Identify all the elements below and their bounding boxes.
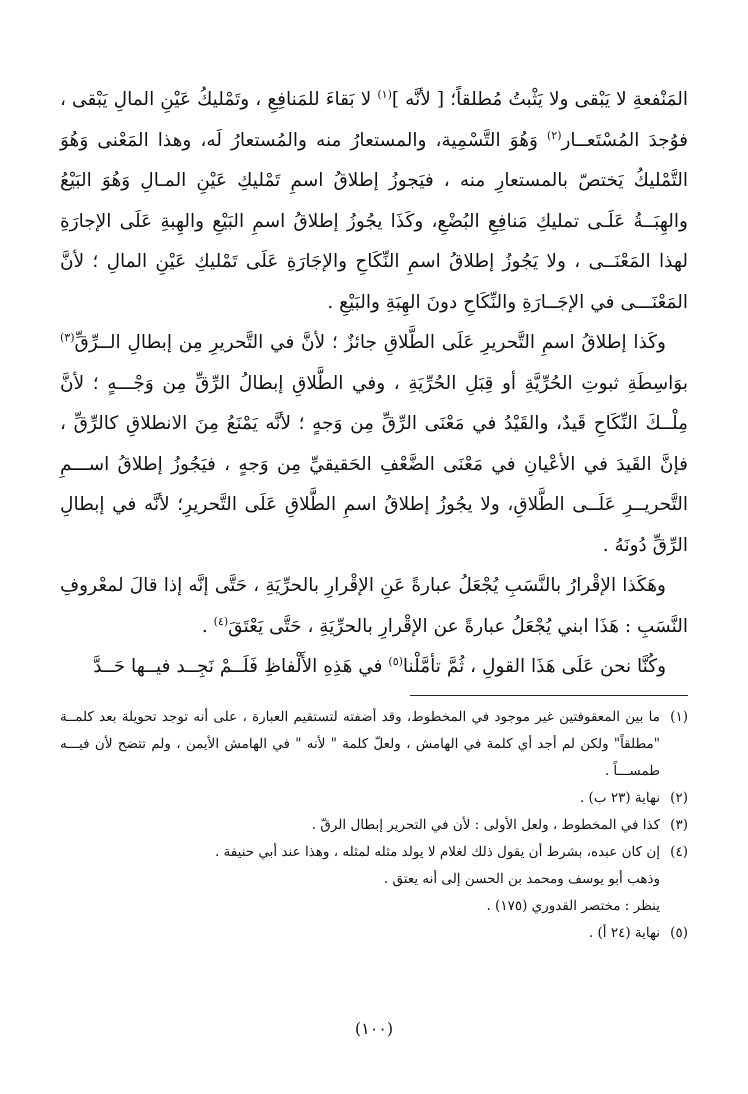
footnote-1 — [60, 704, 688, 785]
text-run: وكَذا إطلاقُ اسمِ التَّحريرِ عَلَى الطَّلاقِ جائزٌ ؛ لأنَّ في التَّحريرِ مِن إبطالِ الــرِّقِّ — [74, 332, 666, 353]
footnote-text: نهاية (٢٣ ب) . — [579, 790, 660, 806]
footnote-ref-2[interactable]: (٢) — [546, 128, 562, 142]
footnote-4-continuation-2: ينظر : مختصر القدوري (١٧٥) . — [486, 898, 660, 914]
text-run: بوَاسِطَةِ ثبوتِ الحُرِّيَّةِ أو قِبَلِ الحُرِّيَةِ ، وفي الطَّلاقِ إبطالُ الرِّقِّ مِن وَجْـــهٍ ؛ لأنَّ مِلْــكَ النِّكَاحِ قَيدٌ، والقَيْدُ في مَعْنَى الرِّقِّ مِن وَجهٍ ؛ لأنَّه يَمْنَعُ مِنَ الانطلاقِ كالرِّقِّ ، فإنَّ القَيدَ في الأعْيانِ في مَعْنَى الضَّعْفِ الحَقيقيِّ مِن وَجهٍ ، فيَجُوزُ إطلاقُ اســـمِ التَّحريــرِ عَلَــى الطَّلاقِ، ولا يجُوزُ إطلاقُ اسمِ الطَّلاقِ عَلَى التَّحريرِ؛ لأنَّه في إبطالِ الرِّقِّ دُونَهُ . — [60, 372, 688, 556]
footnote-number: (١) — [670, 709, 688, 725]
text-run: المَنْفعةِ لا يَبْقى ولا يَثْبتُ مُطلقاً؛ [ لأنَّه ] — [391, 89, 689, 110]
footnote-ref-4[interactable]: (٤) — [213, 614, 229, 628]
paragraph-1 — [60, 80, 688, 323]
paragraph-4 — [60, 647, 688, 688]
text-run: في هَذِهِ الأَلْفاظِ فَلَــمْ نَجِــد فيــها حَــدَّ — [93, 656, 389, 677]
footnote-text: كذا في المخطوط ، ولعل الأولى : لأن في التحرير إبطال الرقّ . — [311, 817, 660, 833]
footnote-5 — [60, 920, 688, 947]
main-text — [60, 80, 688, 688]
paragraph-2 — [60, 323, 688, 566]
main-page — [60, 80, 688, 688]
footnote-ref-3[interactable]: (٣) — [60, 330, 75, 344]
footnote-text: ما بين المعقوفتين غير موجود في المخطوط، وقد أضفته لتستقيم العبارة ، على أنه توجد تحويلة بعد كلمــة "مطلقاً" ولكن لم أجد أي كلمة في الهامش ، ولعلّ كلمة " لأنه " في الهامش الأيمن ، ولم تتضح لأن فيـــه طمســـاً . — [60, 709, 660, 779]
paragraph-3 — [60, 566, 688, 647]
footnote-text: إن كان عبده، بشرط أن يقول ذلك لغلام لا يولد مثله لمثله ، وهذا عند أبي حنيفة . — [214, 844, 660, 860]
footnote-ref-5[interactable]: (٥) — [388, 654, 403, 668]
text-run: . — [201, 615, 214, 637]
footnote-text: نهاية (٢٤ أ) . — [588, 925, 660, 941]
footnote-divider — [410, 695, 688, 696]
page-number: (١٠٠) — [354, 1019, 394, 1038]
footnote-4-continuation-1: وذهب أبو يوسف ومحمد بن الحسن إلى أنه يعتق . — [383, 871, 660, 887]
footnote-ref-1[interactable]: (١) — [377, 87, 392, 101]
footnotes — [60, 704, 688, 947]
text-run: وهَكَذا الإقْرارُ بالنَّسَبِ يُجْعَلُ عبارةً عَنِ الإقْرارِ بالحرِّيَةِ ، حَتَّى إنَّه إذا قالَ لمعْروفِ النَّسَبِ : هَذَا ابني يُجْعَلُ عبارةً عن الإقْرارِ بالحرِّيَةِ ، حَتَّى يَعْتَقَ — [60, 575, 688, 637]
footnote-2 — [60, 785, 688, 812]
footnote-number: (٣) — [670, 817, 688, 833]
footnote-number: (٢) — [670, 790, 688, 806]
footnote-4 — [60, 839, 688, 866]
text-run: لا بَقاءَ للمَنافِعِ ، وتَمْليكُ عَيْنِ المالِ يَبْقى ، فوُجدَ المُسْتَعــار — [60, 89, 688, 151]
text-run: وَهُوَ التَّسْمِية، والمستعارُ منه والمُستعارُ لَه، وهذا المَعْنى وَهُوَ التَّمْليكُ يَختصّ بالمستعارِ منه ، فيَجوزُ إطلاقُ اسمِ تَمْليكِ عَيْنِ المـالِ وَهُوَ البَيْعُ والهِبَــةُ عَلَـى تمليكِ مَنافِعِ البُضْعِ، وكَذَا يجُوزُ إطلاقُ اسمِ البَيْعِ والهِبةِ عَلَى الإجارَةِ لهذا المَعْنَــى ، ولا يَجُوزُ إطلاقُ اسمِ النِّكَاحِ والإجَارَةِ عَلَى تَمْليكِ عَيْنِ المالِ ؛ لأنَّ المَعْنَـــى في الإجَــارَةِ والنِّكَاحِ دونَ الهِبَةِ والبَيْعِ . — [60, 129, 688, 313]
text-run: وكُنَّا نحن عَلَى هَذَا القولِ ، ثُمَّ تأمَّلْنا — [402, 656, 666, 677]
footnote-number: (٤) — [670, 844, 688, 860]
footnote-number: (٥) — [670, 925, 688, 941]
footnote-3 — [60, 812, 688, 839]
